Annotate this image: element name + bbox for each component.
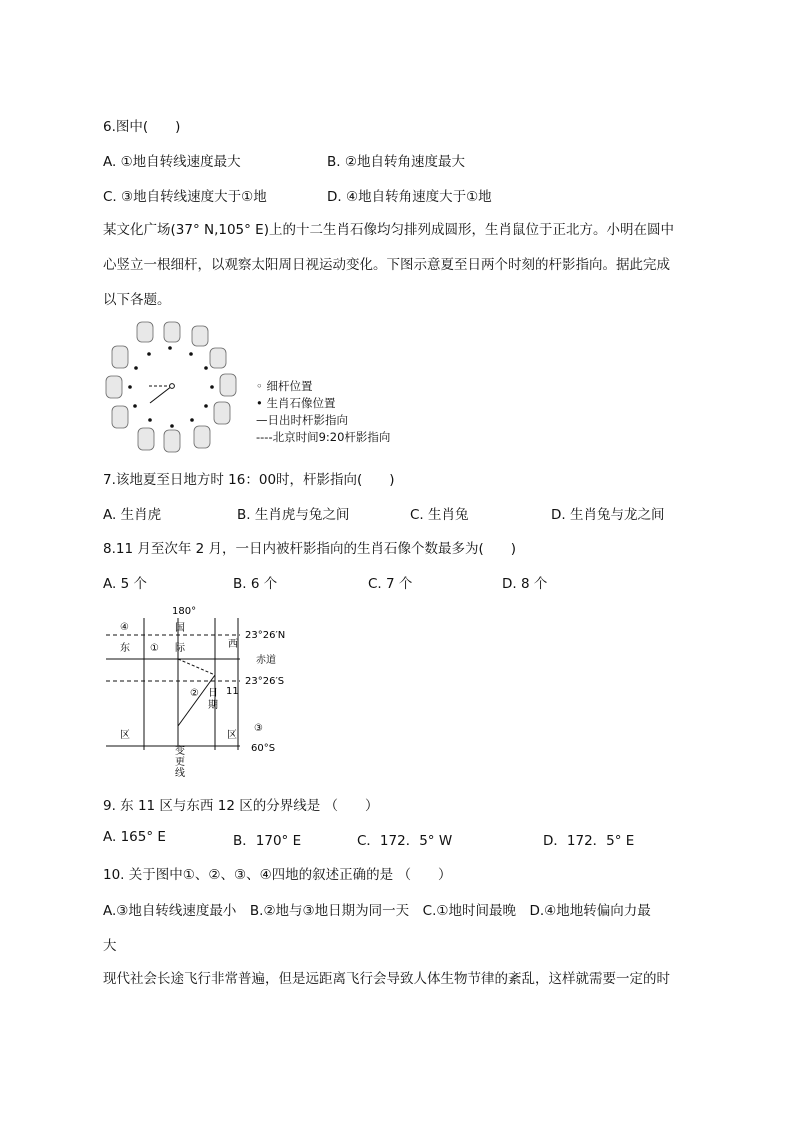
q10-stem: 10. 关于图中①、②、③、④四地的叙述正确的是 （ ）: [103, 867, 452, 883]
marker-3: ③: [254, 723, 263, 734]
statue-icon: [220, 374, 236, 396]
lon-180-label: 180°: [172, 606, 197, 617]
q6-option-b: B. ②地自转角速度最大: [327, 154, 465, 170]
q8-option-b: B. 6 个: [233, 576, 278, 592]
q6-option-d: D. ④地自转角速度大于①地: [327, 189, 492, 205]
q9-option-c: C．172．5° W: [357, 833, 453, 849]
date-char-1: 日: [208, 688, 218, 699]
marker-1: ①: [150, 643, 159, 654]
statue-icon: [106, 376, 122, 398]
passage1-line-3: 以下各题。: [103, 292, 171, 308]
legend-beijing-shadow: ----北京时间9:20杆影指向: [256, 430, 391, 444]
legend-statue: • 生肖石像位置: [256, 396, 336, 410]
q7-option-a: A. 生肖虎: [103, 507, 162, 523]
legend-sunrise-shadow: —日出时杆影指向: [256, 413, 348, 427]
statue-icon: [164, 430, 180, 452]
q10-options: A.③地自转线速度最小 B.②地与③地日期为同一天 C.①地时间最晚 D.④地地转偏向力最: [103, 903, 651, 919]
statue-icon: [210, 348, 226, 368]
statue-icon: [112, 346, 128, 368]
idl-char-3: 变: [175, 746, 185, 757]
q6-option-c: C. ③地自转线速度大于①地: [103, 189, 267, 205]
idl-char-5: 线: [175, 768, 185, 779]
q7-stem: 7.该地夏至日地方时 16：00时，杆影指向( ): [103, 472, 395, 488]
pole-position: [170, 384, 175, 389]
q9-option-d: D．172．5° E: [543, 833, 635, 849]
sunrise-shadow-line: [150, 386, 172, 403]
statue-icon: [194, 426, 210, 448]
q6-stem: 6.图中( ): [103, 119, 181, 135]
q9-option-b: B．170° E: [233, 833, 302, 849]
q9-option-a: A. 165° E: [103, 829, 166, 845]
q6-option-a: A. ①地自转线速度最大: [103, 154, 241, 170]
statue-icon: [192, 326, 208, 346]
legend-pole: ◦ 细杆位置: [256, 379, 313, 393]
date-char-2: 期: [208, 700, 218, 711]
idl-char-2: 际: [175, 643, 185, 654]
marker-4: ④: [120, 622, 129, 633]
zone-11-label: 11: [226, 686, 239, 697]
q7-option-d: D. 生肖兔与龙之间: [551, 507, 665, 523]
passage1-line-2: 心竖立一根细杆，以观察太阳周日视运动变化。下图示意夏至日两个时刻的杆影指向。据此完成: [103, 257, 670, 273]
lat-north-label: 23°26′N: [245, 630, 286, 641]
q8-option-d: D. 8 个: [502, 576, 548, 592]
statue-icon: [138, 428, 154, 450]
qu-right-label: 区: [227, 730, 237, 741]
statue-icon: [137, 322, 153, 342]
q8-option-c: C. 7 个: [368, 576, 413, 592]
lat-60s-label: 60°S: [251, 743, 276, 754]
q8-stem: 8.11 月至次年 2 月，一日内被杆影指向的生肖石像个数最多为( ): [103, 541, 517, 557]
statue-icon: [164, 322, 180, 342]
q7-option-c: C. 生肖兔: [410, 507, 469, 523]
east-label: 东: [120, 643, 130, 654]
lat-south-label: 23°26′S: [245, 676, 285, 687]
q10-options-wrap: 大: [103, 938, 117, 954]
qu-left-label: 区: [120, 730, 130, 741]
q8-option-a: A. 5 个: [103, 576, 147, 592]
q7-option-b: B. 生肖虎与兔之间: [237, 507, 350, 523]
statue-icon: [214, 402, 230, 424]
west-label: 西: [228, 639, 238, 650]
idl-char-4: 更: [175, 757, 185, 768]
dateline-diagram: [100, 600, 300, 780]
q9-stem: 9. 东 11 区与东西 12 区的分界线是 （ ）: [103, 798, 379, 814]
equator-label: 赤道: [256, 655, 276, 666]
passage1-line-1: 某文化广场(37° N,105° E)上的十二生肖石像均匀排列成圆形，生肖鼠位于正北方。小明在圆中: [103, 222, 674, 238]
figure1-legend: [256, 378, 390, 446]
passage2-line-1: 现代社会长途飞行非常普遍，但是远距离飞行会导致人体生物节律的紊乱，这样就需要一定的时: [103, 971, 670, 987]
statue-icon: [112, 406, 128, 428]
marker-2: ②: [190, 688, 199, 699]
idl-char-1: 国: [175, 623, 185, 634]
